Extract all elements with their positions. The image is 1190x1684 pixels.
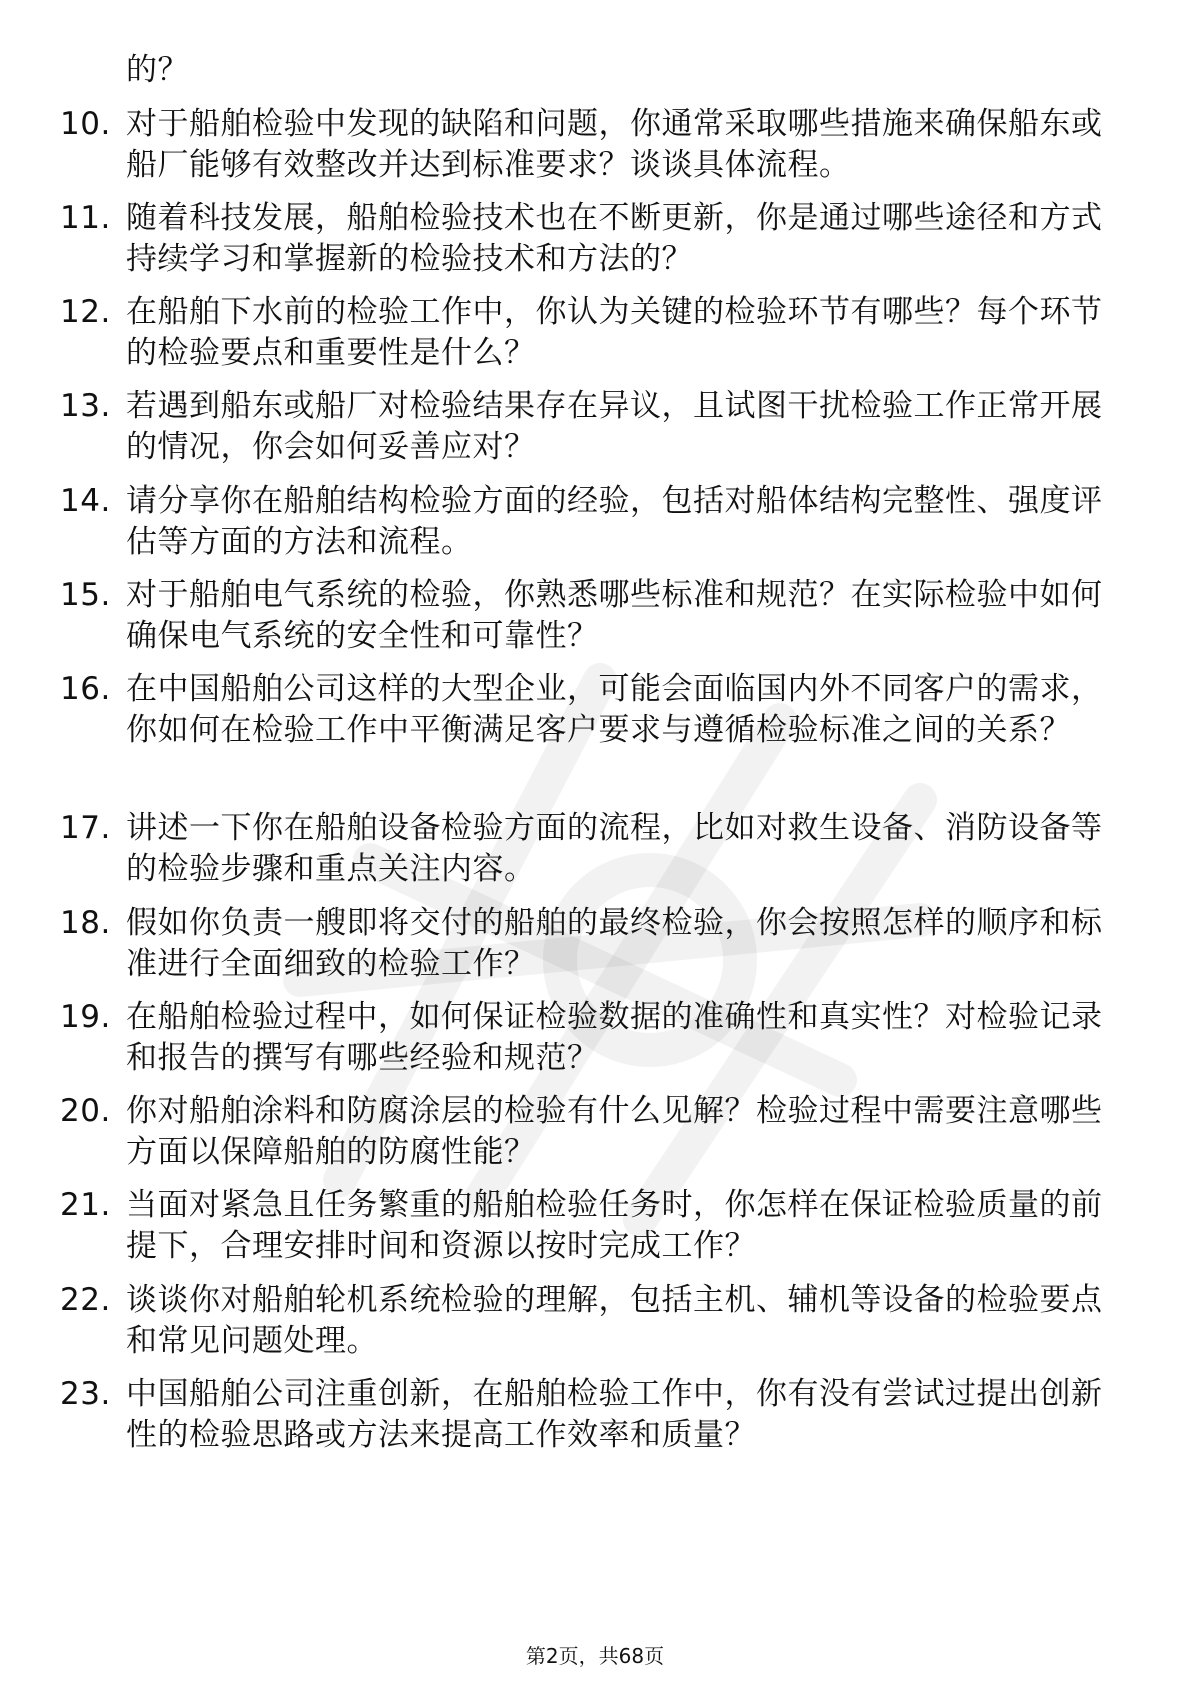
question-number: 14.	[60, 483, 111, 519]
question-number: 20.	[60, 1093, 111, 1129]
question-text: 对于船舶检验中发现的缺陷和问题，你通常采取哪些措施来确保船东或船厂能够有效整改并达到标准要求？谈谈具体流程。	[126, 106, 1103, 183]
question-number: 21.	[60, 1187, 111, 1223]
question-item	[60, 481, 1120, 563]
question-item	[60, 669, 1120, 751]
question-number: 16.	[60, 671, 111, 707]
question-item	[60, 997, 1120, 1079]
question-item	[60, 1185, 1120, 1267]
question-text: 请分享你在船舶结构检验方面的经验，包括对船体结构完整性、强度评估等方面的方法和流程。	[126, 483, 1103, 560]
question-item	[60, 903, 1120, 985]
question-text: 当面对紧急且任务繁重的船舶检验任务时，你怎样在保证检验质量的前提下，合理安排时间和资源以按时完成工作？	[126, 1187, 1103, 1264]
question-text: 随着科技发展，船舶检验技术也在不断更新，你是通过哪些途径和方式持续学习和掌握新的检验技术和方法的？	[126, 200, 1103, 277]
question-item	[60, 292, 1120, 374]
question-text: 对于船舶电气系统的检验，你熟悉哪些标准和规范？在实际检验中如何确保电气系统的安全性和可靠性？	[126, 577, 1103, 654]
question-text: 你对船舶涂料和防腐涂层的检验有什么见解？检验过程中需要注意哪些方面以保障船舶的防腐性能？	[126, 1093, 1103, 1170]
question-text: 若遇到船东或船厂对检验结果存在异议，且试图干扰检验工作正常开展的情况，你会如何妥善应对？	[126, 388, 1103, 465]
question-item	[60, 386, 1120, 468]
page-footer: 第2页，共68页	[525, 1644, 665, 1668]
question-text: 讲述一下你在船舶设备检验方面的流程，比如对救生设备、消防设备等的检验步骤和重点关注内容。	[126, 810, 1103, 887]
question-item	[60, 1374, 1120, 1456]
question-text: 假如你负责一艘即将交付的船舶的最终检验，你会按照怎样的顺序和标准进行全面细致的检验工作？	[126, 905, 1103, 982]
question-number: 17.	[60, 810, 111, 846]
question-number: 18.	[60, 905, 111, 941]
question-item	[60, 808, 1120, 890]
question-text: 在船舶检验过程中，如何保证检验数据的准确性和真实性？对检验记录和报告的撰写有哪些经验和规范？	[126, 999, 1103, 1076]
question-text: 中国船舶公司注重创新，在船舶检验工作中，你有没有尝试过提出创新性的检验思路或方法来提高工作效率和质量？	[126, 1376, 1103, 1453]
question-item	[60, 1091, 1120, 1173]
question-item	[60, 104, 1120, 186]
question-text: 谈谈你对船舶轮机系统检验的理解，包括主机、辅机等设备的检验要点和常见问题处理。	[126, 1282, 1103, 1359]
continuation-text: 的？	[126, 52, 189, 88]
question-text: 在船舶下水前的检验工作中，你认为关键的检验环节有哪些？每个环节的检验要点和重要性是什么？	[126, 294, 1103, 371]
question-text: 在中国船舶公司这样的大型企业，可能会面临国内外不同客户的需求，你如何在检验工作中平衡满足客户要求与遵循检验标准之间的关系？	[126, 671, 1103, 748]
question-item	[60, 575, 1120, 657]
question-number: 11.	[60, 200, 111, 236]
question-number: 15.	[60, 577, 111, 613]
question-number: 10.	[60, 106, 111, 142]
question-number: 13.	[60, 388, 111, 424]
question-number: 22.	[60, 1282, 111, 1318]
question-number: 23.	[60, 1376, 111, 1412]
question-item	[60, 198, 1120, 280]
question-number: 19.	[60, 999, 111, 1035]
question-item	[60, 1280, 1120, 1362]
question-number: 12.	[60, 294, 111, 330]
